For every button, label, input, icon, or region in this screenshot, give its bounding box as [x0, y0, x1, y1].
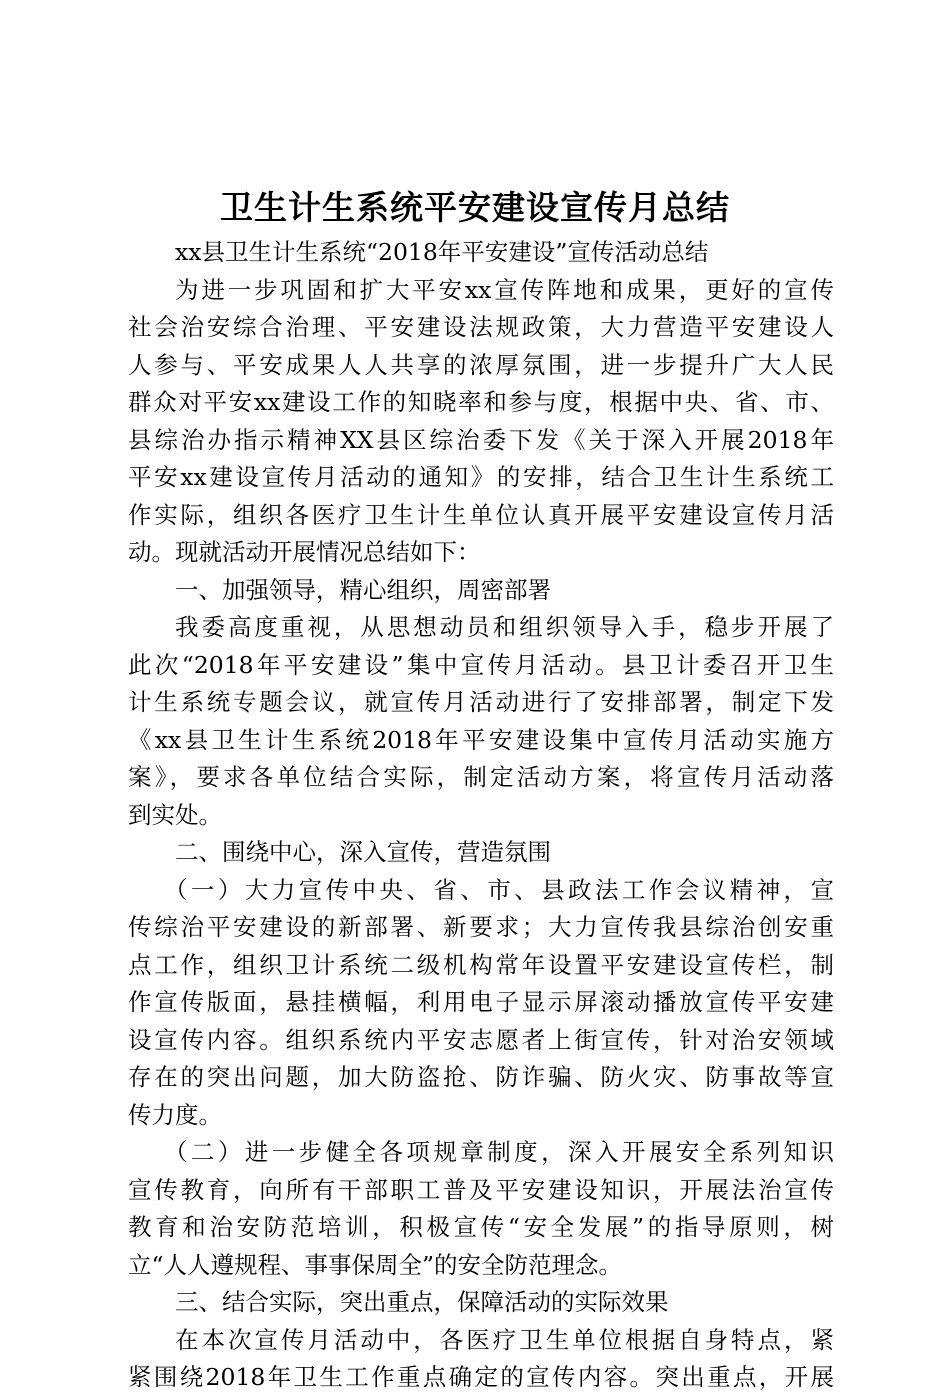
paragraph-line: 二、围绕中心，深入宣传，营造氛围 [175, 838, 551, 866]
paragraph-line: 教育和治安防范培训，积极宣传“安全发展”的指导原则，树 [128, 1213, 834, 1241]
paragraph-line: 在本次宣传月活动中，各医疗卫生单位根据自身特点，紧 [175, 1325, 834, 1354]
paragraph-line: 县综治办指示精神XX县区综治委下发《关于深入开展2018年 [128, 425, 834, 454]
paragraph-line: 一、加强领导，精心组织，周密部署 [175, 575, 551, 604]
paragraph-line: 三、结合实际，突出重点，保障活动的实际效果 [175, 1288, 669, 1316]
paragraph-line: 此次“2018年平安建设”集中宣传月活动。县卫计委召开卫生 [128, 650, 834, 679]
paragraph-line: 设宣传内容。组织系统内平安志愿者上街宣传，针对治安领域 [128, 1025, 834, 1054]
paragraph-line: 传综治平安建设的新部署、新要求；大力宣传我县综治创安重 [128, 913, 834, 941]
paragraph-line: 为进一步巩固和扩大平安xx宣传阵地和成果，更好的宣传 [175, 275, 834, 304]
paragraph-line: 动。现就活动开展情况总结如下： [128, 538, 481, 566]
paragraph-line: 立“人人遵规程、事事保周全”的安全防范理念。 [128, 1250, 623, 1279]
paragraph-line: 社会治安综合治理、平安建设法规政策，大力营造平安建设人 [128, 313, 834, 341]
paragraph-line: 群众对平安xx建设工作的知晓率和参与度，根据中央、省、市、 [128, 388, 834, 416]
paragraph-line: 到实处。 [128, 800, 222, 829]
paragraph-line: 案》，要求各单位结合实际，制定活动方案，将宣传月活动落 [128, 763, 834, 791]
document-title: 卫生计生系统平安建设宣传月总结 [220, 188, 730, 227]
paragraph-line: 宣传教育，向所有干部职工普及平安建设知识，开展法治宣传 [128, 1175, 834, 1204]
document-body [128, 234, 834, 1397]
paragraph-line: 传力度。 [128, 1100, 222, 1129]
paragraph-line: 存在的突出问题，加大防盗抢、防诈骗、防火灾、防事故等宣 [128, 1063, 834, 1091]
paragraph-line: 点工作，组织卫计系统二级机构常年设置平安建设宣传栏，制 [128, 950, 834, 979]
paragraph-line: 《xx县卫生计生系统2018年平安建设集中宣传月活动实施方 [128, 725, 834, 754]
paragraph-line: xx县卫生计生系统“2018年平安建设”宣传活动总结 [175, 238, 709, 266]
paragraph-line: （二）进一步健全各项规章制度，深入开展安全系列知识 [164, 1138, 834, 1166]
paragraph-line: 作宣传版面，悬挂横幅，利用电子显示屏滚动播放宣传平安建 [128, 988, 834, 1016]
paragraph-line: （一）大力宣传中央、省、市、县政法工作会议精神，宣 [164, 875, 834, 904]
paragraph-line: 人参与、平安成果人人共享的浓厚氛围，进一步提升广大人民 [128, 350, 834, 379]
paragraph-line: 我委高度重视，从思想动员和组织领导入手，稳步开展了 [175, 613, 834, 641]
paragraph-line: 平安xx建设宣传月活动的通知》的安排，结合卫生计生系统工 [128, 463, 834, 491]
paragraph-line: 紧围绕2018年卫生工作重点确定的宣传内容。突出重点，开展 [128, 1363, 834, 1391]
paragraph-line: 计生系统专题会议，就宣传月活动进行了安排部署，制定下发 [128, 688, 834, 716]
paragraph-line: 作实际，组织各医疗卫生计生单位认真开展平安建设宣传月活 [128, 500, 834, 529]
